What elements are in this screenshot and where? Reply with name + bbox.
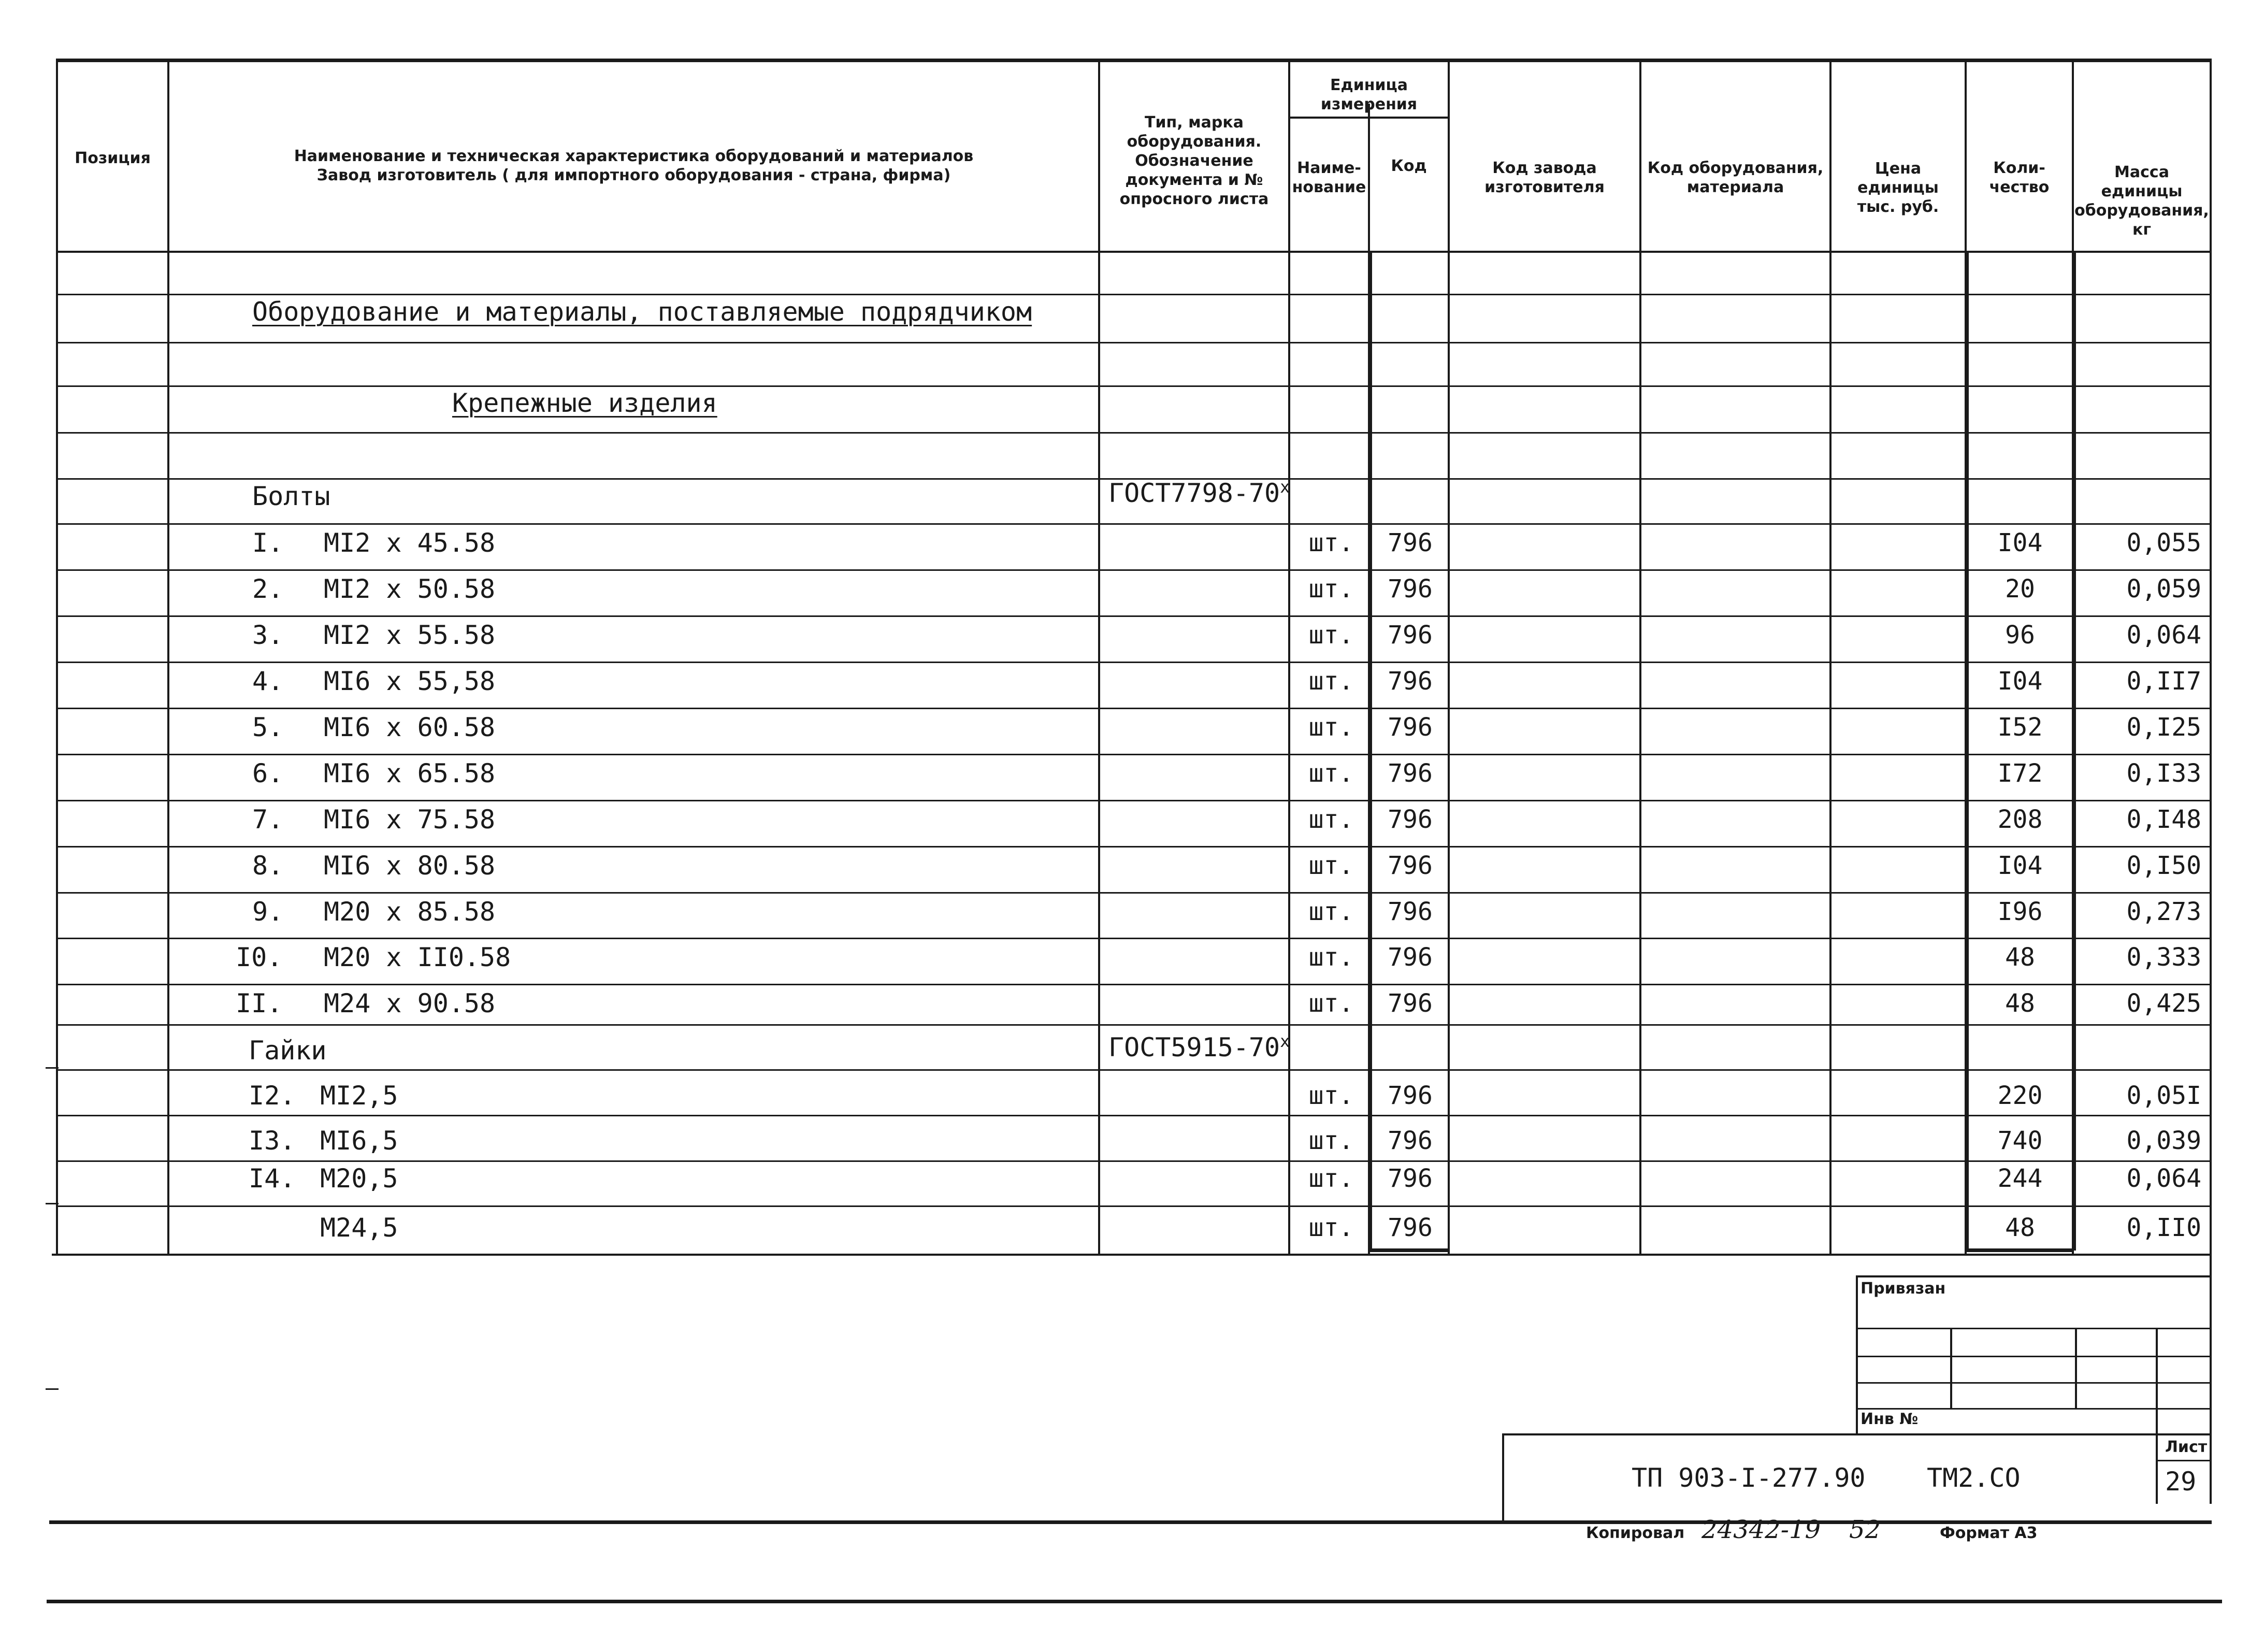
row-quantity: 48: [2005, 943, 2035, 972]
row-quantity: 208: [1997, 805, 2043, 834]
row-name: M20 x II0.58: [324, 942, 511, 972]
nuts-gost: ГОСТ5915-70$^x$: [1108, 1031, 1290, 1062]
stamp-col: [1950, 1328, 1952, 1408]
section-supplied-title: Оборудование и материалы, поставляемые подрядчиком: [252, 297, 1032, 327]
row-mass: 0,I50: [2126, 851, 2201, 880]
row-mass: 0,425: [2126, 989, 2201, 1018]
row-unit: шт.: [1308, 667, 1354, 696]
row-line: [56, 800, 2212, 801]
header-type: Тип, марка оборудования. Обозначение документа и № опросного листа: [1119, 113, 1269, 208]
row-unit-code: 796: [1388, 528, 1433, 557]
row-unit-code: 796: [1388, 1126, 1433, 1155]
nuts-label: Гайки: [249, 1036, 327, 1066]
row-position: 6.: [252, 758, 284, 788]
row-unit: шт.: [1308, 989, 1354, 1018]
row-position: I0.: [236, 942, 283, 972]
row-line: [56, 754, 2212, 755]
stamp-top: [1856, 1275, 2212, 1277]
row-position: 3.: [252, 620, 284, 650]
row-quantity: 244: [1997, 1164, 2043, 1193]
stamp-line: [1856, 1356, 2212, 1357]
row-line: [56, 1024, 2212, 1026]
row-quantity: I04: [1997, 528, 2043, 557]
row-name: MI2,5: [320, 1081, 398, 1111]
row-mass: 0,I48: [2126, 805, 2201, 834]
col-sep-4-thick: [1368, 251, 1372, 1251]
row-line: [56, 984, 2212, 985]
header-qty: Коли- чество: [1989, 159, 2050, 196]
row-quantity: I52: [1997, 713, 2043, 742]
stamp-copied-label: Копировал: [1586, 1524, 1685, 1542]
margin-tick: [46, 1388, 59, 1390]
row-line: [56, 1205, 2212, 1207]
header-mass: Масса единицы оборудования, кг: [2074, 163, 2209, 239]
stamp-line: [1856, 1382, 2212, 1384]
stamp-doc-code: ТП 903-I-277.90: [1632, 1463, 1866, 1493]
row-unit: шт.: [1308, 943, 1354, 972]
row-name: MI6 x 65.58: [324, 758, 496, 788]
row-unit: шт.: [1308, 574, 1354, 604]
row-unit: шт.: [1308, 1164, 1354, 1193]
row-position: 5.: [252, 712, 284, 742]
qty-col-bottom: [1965, 1248, 2074, 1252]
row-name: MI6 x 75.58: [324, 805, 496, 835]
row-mass: 0,039: [2126, 1126, 2201, 1155]
row-quantity: 740: [1997, 1126, 2043, 1155]
row-quantity: I04: [1997, 851, 2043, 880]
title-block-top: [1502, 1433, 2212, 1435]
row-unit: шт.: [1308, 1213, 1354, 1242]
row-line: [56, 1160, 2212, 1162]
row-unit-code: 796: [1388, 943, 1433, 972]
margin-tick: [46, 1067, 59, 1069]
row-unit: шт.: [1308, 621, 1354, 650]
row-unit-code: 796: [1388, 621, 1433, 650]
row-name: M20,5: [320, 1163, 398, 1194]
row-name: MI6 x 80.58: [324, 851, 496, 881]
row-unit-code: 796: [1388, 851, 1433, 880]
row-unit: шт.: [1308, 1126, 1354, 1155]
row-unit: шт.: [1308, 1081, 1354, 1110]
row-unit-code: 796: [1388, 1213, 1433, 1242]
row-line: [56, 569, 2212, 571]
row-unit: шт.: [1308, 851, 1354, 880]
row-unit: шт.: [1308, 897, 1354, 926]
row-position: I2.: [249, 1081, 296, 1111]
header-bottom: [56, 251, 2212, 253]
row-unit-code: 796: [1388, 574, 1433, 604]
frame-right: [2210, 59, 2212, 1504]
row-name: M24 x 90.58: [324, 988, 496, 1018]
sheet-line: [2156, 1460, 2212, 1461]
stamp-copied-num: 52: [1849, 1515, 1881, 1544]
stamp-line: [1856, 1408, 2212, 1410]
row-unit: шт.: [1308, 713, 1354, 742]
title-block-left: [1502, 1433, 1504, 1521]
row-quantity: 48: [2005, 1213, 2035, 1242]
row-quantity: 48: [2005, 989, 2035, 1018]
row-mass: 0,055: [2126, 528, 2201, 557]
row-name: MI6,5: [320, 1126, 398, 1156]
row-mass: 0,05I: [2126, 1081, 2201, 1110]
header-unit-code: Код: [1391, 156, 1427, 175]
row-position: I4.: [249, 1163, 296, 1194]
row-line: [56, 662, 2212, 663]
row-name: MI2 x 55.58: [324, 620, 496, 650]
header-price: Цена единицы тыс. руб.: [1857, 160, 1939, 216]
col-sep-7: [1829, 59, 1832, 1255]
row-line: [56, 1069, 2212, 1071]
row-position: II.: [236, 988, 283, 1018]
row-mass: 0,273: [2126, 897, 2201, 926]
row-unit-code: 796: [1388, 713, 1433, 742]
nuts-gost-mark: x: [1280, 1031, 1290, 1051]
header-equip-code: Код оборудования, материала: [1647, 159, 1824, 196]
row-line: [56, 523, 2212, 525]
section-fasteners-title: Крепежные изделия: [452, 388, 717, 418]
row-unit-code: 796: [1388, 1164, 1433, 1193]
row-position: 8.: [252, 851, 284, 881]
stamp-doc-mark: ТМ2.СО: [1927, 1463, 2021, 1493]
row-unit-code: 796: [1388, 1081, 1433, 1110]
row-name: M20 x 85.58: [324, 897, 496, 927]
row-line: [56, 342, 2212, 343]
row-quantity: 96: [2005, 621, 2035, 650]
bolts-gost: ГОСТ7798-70$^x$: [1108, 477, 1290, 508]
row-quantity: I04: [1997, 667, 2043, 696]
code-col-bottom: [1368, 1248, 1450, 1252]
col-sep-3: [1288, 59, 1290, 1255]
row-mass: 0,059: [2126, 574, 2201, 604]
stamp-attached-label: Привязан: [1861, 1280, 1946, 1298]
frame-left: [56, 59, 58, 1255]
row-position: 4.: [252, 666, 284, 696]
trim-line: [47, 1600, 2222, 1603]
frame-top: [56, 59, 2212, 62]
margin-tick: [46, 1203, 59, 1204]
col-sep-1: [167, 59, 169, 1255]
row-line: [56, 615, 2212, 617]
row-unit: шт.: [1308, 805, 1354, 834]
stamp-sheet-number: 29: [2165, 1467, 2197, 1497]
row-unit: шт.: [1308, 528, 1354, 557]
row-line: [56, 938, 2212, 939]
row-quantity: I72: [1997, 759, 2043, 788]
row-unit-code: 796: [1388, 805, 1433, 834]
row-quantity: 20: [2005, 574, 2035, 604]
row-line: [56, 892, 2212, 894]
row-quantity: I96: [1997, 897, 2043, 926]
bolts-label: Болты: [252, 481, 330, 511]
row-position: I.: [252, 528, 284, 558]
row-position: I3.: [249, 1126, 296, 1156]
stamp-col: [2075, 1328, 2077, 1408]
stamp-col: [2156, 1328, 2158, 1504]
stamp-sheet-label: Лист: [2165, 1438, 2208, 1456]
row-line: [56, 708, 2212, 709]
row-mass: 0,333: [2126, 943, 2201, 972]
header-plant-code: Код завода изготовителя: [1484, 159, 1605, 196]
row-unit: шт.: [1308, 759, 1354, 788]
row-mass: 0,064: [2126, 621, 2201, 650]
row-line: [56, 294, 2212, 295]
row-position: 7.: [252, 805, 284, 835]
row-mass: 0,II7: [2126, 667, 2201, 696]
row-line: [56, 846, 2212, 847]
row-line: [56, 432, 2212, 434]
row-position: 9.: [252, 897, 284, 927]
row-name: MI6 x 60.58: [324, 712, 496, 742]
row-unit-code: 796: [1388, 759, 1433, 788]
row-mass: 0,I25: [2126, 713, 2201, 742]
stamp-line: [1856, 1328, 2212, 1329]
unit-group-line: [1288, 117, 1450, 119]
row-name: MI2 x 50.58: [324, 574, 496, 604]
stamp-copied-value: 24342-19: [1701, 1515, 1821, 1544]
row-mass: 0,064: [2126, 1164, 2201, 1193]
col-sep-9-thick: [2072, 251, 2076, 1251]
row-unit-code: 796: [1388, 989, 1433, 1018]
page-bottom-line: [49, 1520, 2212, 1524]
row-line: [56, 385, 2212, 387]
stamp-inv-label: Инв №: [1861, 1410, 1919, 1428]
col-sep-5: [1448, 59, 1450, 1255]
header-unit-group: Единица измерения: [1320, 76, 1418, 113]
stamp-format: Формат А3: [1940, 1524, 2038, 1542]
row-quantity: 220: [1997, 1081, 2043, 1110]
header-name: Наименование и техническая характеристика оборудований и материалов Завод изготовитель ( для импортного оборудования - страна, фирма): [294, 147, 974, 184]
header-unit-name: Наиме- нование: [1292, 159, 1366, 196]
bolts-gost-mark: x: [1280, 477, 1290, 497]
row-name: MI6 x 55,58: [324, 666, 496, 696]
header-position: Позиция: [75, 149, 151, 167]
col-sep-6: [1639, 59, 1641, 1255]
col-sep-2: [1098, 59, 1100, 1255]
row-line: [56, 1115, 2212, 1116]
table-bottom: [52, 1254, 2212, 1256]
row-mass: 0,II0: [2126, 1213, 2201, 1242]
row-unit-code: 796: [1388, 667, 1433, 696]
row-name: MI2 x 45.58: [324, 528, 496, 558]
row-unit-code: 796: [1388, 897, 1433, 926]
row-mass: 0,I33: [2126, 759, 2201, 788]
row-name: M24,5: [320, 1213, 398, 1243]
row-position: 2.: [252, 574, 284, 604]
stamp-left: [1856, 1275, 1858, 1433]
